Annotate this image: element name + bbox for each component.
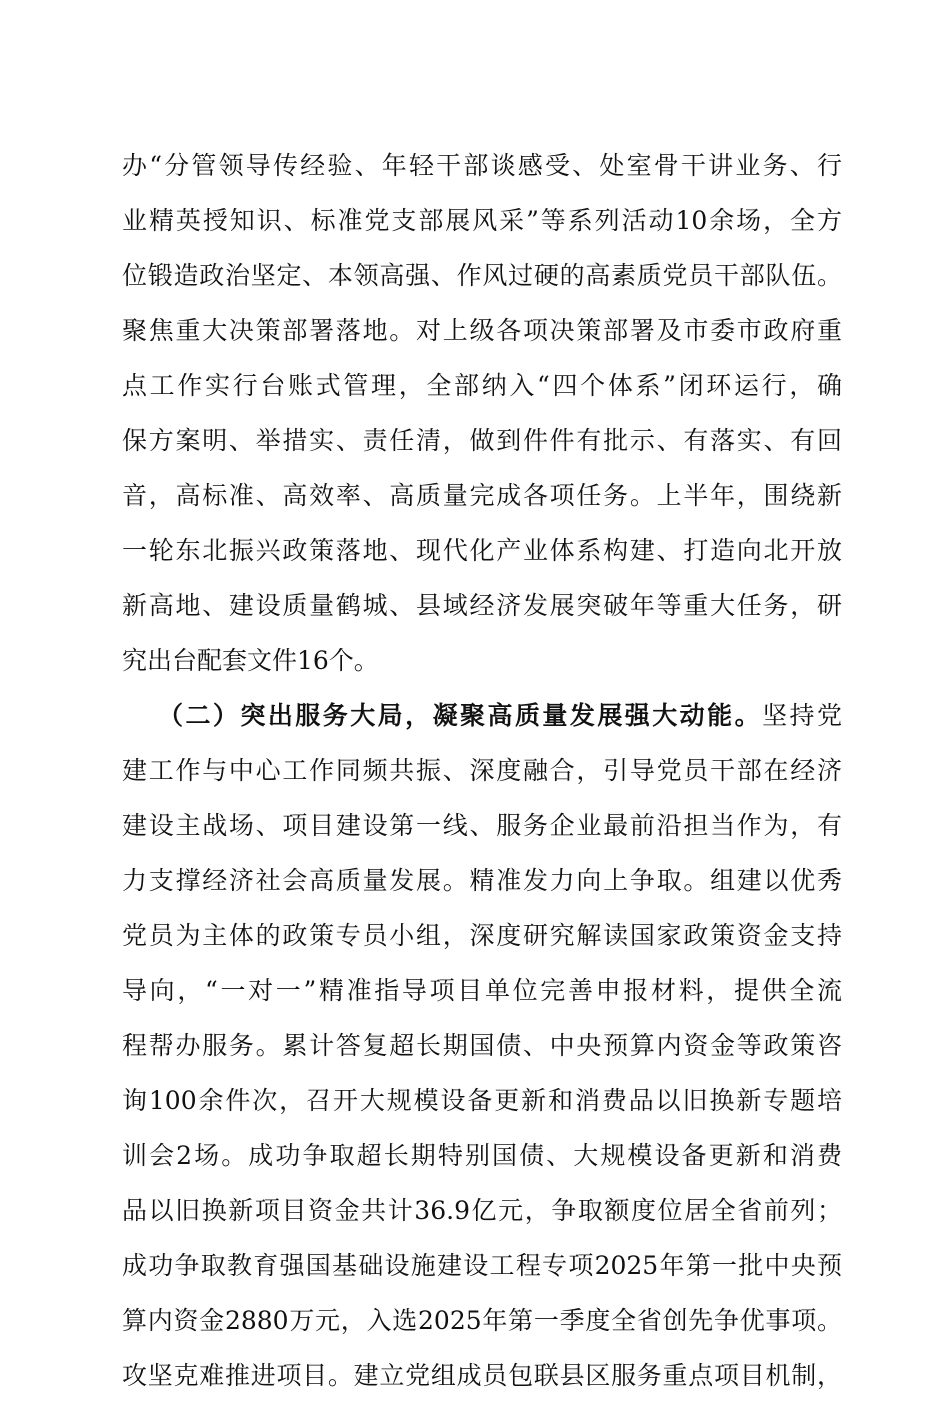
text-line-16: 导向，“一对一”精准指导项目单位完善申报材料，提供全流	[122, 976, 842, 1005]
section-heading-continuation: 坚持党	[762, 701, 842, 730]
text-line-18: 询100余件次，召开大规模设备更新和消费品以旧换新专题培	[122, 1086, 842, 1115]
text-line-8: 一轮东北振兴政策落地、现代化产业体系构建、打造向北开放	[122, 536, 842, 565]
text-line-10: 究出台配套文件16个。	[122, 646, 379, 675]
text-line-5: 点工作实行台账式管理，全部纳入“四个体系”闭环运行，确	[122, 371, 842, 400]
text-line-13: 建设主战场、项目建设第一线、服务企业最前沿担当作为，有	[122, 811, 842, 840]
text-line-2: 业精英授知识、标准党支部展风采”等系列活动10余场，全方	[122, 206, 842, 235]
section-heading: （二）突出服务大局，凝聚高质量发展强大动能。	[158, 701, 763, 730]
text-line-20: 品以旧换新项目资金共计36.9亿元，争取额度位居全省前列；	[122, 1196, 842, 1225]
text-line-9: 新高地、建设质量鹤城、县域经济发展突破年等重大任务，研	[122, 591, 842, 620]
text-line-1: 办“分管领导传经验、年轻干部谈感受、处室骨干讲业务、行	[122, 151, 842, 180]
text-line-23: 攻坚克难推进项目。建立党组成员包联县区服务重点项目机制，	[122, 1361, 842, 1390]
text-line-4: 聚焦重大决策部署落地。对上级各项决策部署及市委市政府重	[122, 316, 842, 345]
body-text	[122, 138, 842, 1403]
text-line-21: 成功争取教育强国基础设施建设工程专项2025年第一批中央预	[122, 1251, 842, 1280]
text-line-15: 党员为主体的政策专员小组，深度研究解读国家政策资金支持	[122, 921, 842, 950]
text-line-22: 算内资金2880万元，入选2025年第一季度全省创先争优事项。	[122, 1306, 842, 1335]
text-line-7: 音，高标准、高效率、高质量完成各项任务。上半年，围绕新	[122, 481, 842, 510]
text-line-19: 训会2场。成功争取超长期特别国债、大规模设备更新和消费	[122, 1141, 842, 1170]
text-line-14: 力支撑经济社会高质量发展。精准发力向上争取。组建以优秀	[122, 866, 842, 895]
text-line-3: 位锻造政治坚定、本领高强、作风过硬的高素质党员干部队伍。	[122, 261, 842, 290]
section-heading-line	[122, 688, 842, 743]
text-line-6: 保方案明、举措实、责任清，做到件件有批示、有落实、有回	[122, 426, 842, 455]
text-line-17: 程帮办服务。累计答复超长期国债、中央预算内资金等政策咨	[122, 1031, 842, 1060]
text-line-12: 建工作与中心工作同频共振、深度融合，引导党员干部在经济	[122, 756, 842, 785]
